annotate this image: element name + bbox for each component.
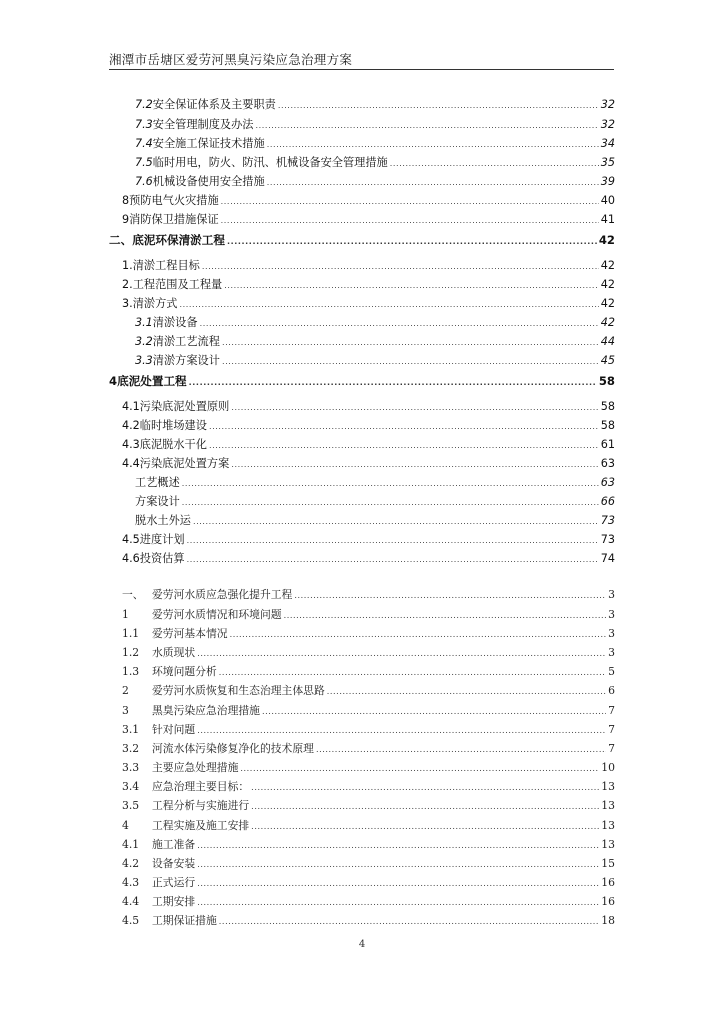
toc-entry-number: 4.6	[122, 552, 140, 565]
toc-entry[interactable]	[122, 855, 615, 873]
toc-entry-title: 清淤设备	[152, 316, 198, 329]
toc-entry-page: 7	[608, 704, 615, 717]
toc-entry-page: 32	[600, 118, 615, 131]
toc-entry[interactable]	[122, 874, 615, 892]
toc-entry[interactable]	[135, 474, 615, 492]
toc-entry-page: 34	[600, 137, 615, 150]
toc-entry-title: 工程范围及工程量	[132, 278, 223, 291]
toc-entry-number: 4	[109, 374, 118, 388]
toc-entry-page: 15	[601, 857, 615, 870]
toc-entry-number: 7.6	[135, 175, 153, 188]
toc-entry[interactable]	[122, 817, 615, 835]
toc-entry-page: 13	[601, 838, 615, 851]
toc-entry-number: 一、	[122, 588, 144, 601]
toc-entry[interactable]	[122, 606, 615, 624]
toc-entry-number: 3.1	[135, 316, 153, 329]
toc-entry-title: 安全管理制度及办法	[152, 118, 254, 131]
toc-entry[interactable]	[122, 398, 615, 416]
toc-leader-dots	[202, 258, 599, 276]
toc-entry[interactable]	[122, 276, 615, 294]
toc-entry-number: 3.3	[135, 354, 153, 367]
toc-entry[interactable]	[122, 893, 615, 911]
toc-entry-number: 2	[122, 684, 129, 697]
toc-entry-title: 工期安排	[152, 895, 196, 908]
toc-entry-page: 3	[608, 608, 615, 621]
toc-entry-number: 4.5	[122, 533, 140, 546]
toc-entry[interactable]	[122, 455, 615, 473]
toc-entry[interactable]	[122, 192, 615, 210]
page-number: 4	[358, 939, 366, 950]
toc-leader-dots	[193, 513, 599, 531]
toc-entry[interactable]	[135, 135, 615, 153]
toc-leader-dots	[209, 418, 599, 436]
toc-entry-page: 5	[608, 665, 615, 678]
toc-leader-dots	[200, 315, 599, 333]
toc-entry-title: 正式运行	[152, 876, 196, 889]
toc-leader-dots	[231, 399, 598, 417]
toc-leader-dots	[240, 760, 599, 778]
toc-entry[interactable]	[122, 211, 615, 229]
toc-leader-dots	[327, 683, 606, 701]
toc-leader-dots	[251, 818, 599, 836]
toc-entry-title: 工程实施及施工安排	[152, 819, 250, 832]
toc-entry[interactable]	[122, 644, 615, 662]
toc-entry-page: 73	[600, 533, 615, 546]
toc-leader-dots	[219, 913, 599, 931]
toc-entry[interactable]	[109, 372, 615, 390]
toc-entry-number: 1	[122, 608, 129, 621]
toc-entry-page: 40	[600, 194, 615, 207]
toc-entry-number: 7.5	[135, 156, 153, 169]
toc-leader-dots	[197, 645, 606, 663]
toc-entry-title: 底泥处置工程	[117, 374, 187, 388]
toc-entry-title: 安全保证体系及主要职责	[152, 98, 276, 111]
toc-leader-dots	[187, 532, 599, 550]
toc-entry-page: 6	[608, 684, 615, 697]
toc-entry[interactable]	[135, 333, 615, 351]
toc-leader-dots	[189, 374, 597, 392]
toc-entry[interactable]	[122, 797, 615, 815]
toc-entry-page: 45	[600, 354, 615, 367]
toc-entry-title: 河流水体污染修复净化的技术原理	[152, 742, 314, 755]
toc-entry-page: 66	[600, 495, 615, 508]
toc-leader-dots	[221, 212, 599, 230]
toc-leader-dots	[209, 437, 599, 455]
toc-leader-dots	[390, 155, 599, 173]
toc-entry[interactable]	[109, 231, 615, 249]
toc-entry-page: 63	[600, 457, 615, 470]
toc-leader-dots	[224, 277, 599, 295]
toc-entry-page: 16	[601, 895, 615, 908]
toc-entry-page: 13	[601, 819, 615, 832]
toc-entry-title: 预防电气火灾措施	[129, 194, 219, 207]
toc-entry-page: 3	[608, 588, 615, 601]
toc-entry-page: 42	[600, 316, 615, 329]
toc-entry-title: 爱劳河水质情况和环境问题	[152, 608, 282, 621]
toc-entry[interactable]	[135, 493, 615, 511]
toc-entry-title: 清淤方式	[132, 297, 178, 310]
toc-entry-page: 42	[600, 297, 615, 310]
toc-entry-page: 13	[601, 799, 615, 812]
toc-entry-page: 44	[600, 335, 615, 348]
toc-entry[interactable]	[122, 625, 615, 643]
toc-entry-number: 3.2	[122, 742, 140, 755]
toc-entry[interactable]	[122, 912, 615, 930]
toc-entry-title: 脱水土外运	[135, 514, 191, 527]
toc-leader-dots	[267, 174, 599, 192]
toc-entry-title: 投资估算	[139, 552, 185, 565]
toc-entry[interactable]	[135, 512, 615, 530]
toc-entry-title: 环境问题分析	[152, 665, 217, 678]
toc-entry-page: 61	[600, 438, 615, 451]
toc-leader-dots	[227, 233, 597, 251]
toc-entry-number: 4	[122, 819, 129, 832]
toc-entry-number: 1.1	[122, 627, 140, 640]
toc-entry-page: 7	[608, 723, 615, 736]
toc-entry-page: 58	[600, 400, 615, 413]
toc-entry[interactable]	[135, 314, 615, 332]
toc-entry-number: 4.2	[122, 419, 140, 432]
toc-leader-dots	[284, 607, 607, 625]
toc-leader-dots	[197, 875, 599, 893]
toc-entry-number: 1.	[122, 259, 133, 272]
toc-entry-number: 1.3	[122, 665, 140, 678]
toc-leader-dots	[182, 475, 599, 493]
toc-entry-title: 清淤方案设计	[152, 354, 220, 367]
toc-entry-number: 3.5	[122, 799, 140, 812]
toc-entry[interactable]	[122, 550, 615, 568]
toc-entry-page: 3	[608, 646, 615, 659]
toc-entry-number: 3.3	[122, 761, 140, 774]
document-header: 湘潭市岳塘区爱劳河黑臭污染应急治理方案	[109, 52, 353, 67]
toc-entry-title: 临时堆场建设	[139, 419, 207, 432]
toc-leader-dots	[222, 334, 599, 352]
toc-leader-dots	[278, 97, 599, 115]
toc-entry[interactable]	[122, 531, 615, 549]
toc-entry-number: 4.5	[122, 914, 140, 927]
toc-entry-number: 3.	[122, 297, 133, 310]
toc-entry[interactable]	[122, 295, 615, 313]
toc-entry[interactable]	[122, 663, 615, 681]
toc-entry-number: 3.4	[122, 780, 140, 793]
toc-entry-page: 58	[598, 374, 615, 388]
toc-entry[interactable]	[135, 96, 615, 114]
toc-entry-page: 13	[601, 780, 615, 793]
toc-entry[interactable]	[122, 778, 615, 796]
toc-entry[interactable]	[122, 836, 615, 854]
toc-entry-number: 7.2	[135, 98, 153, 111]
toc-leader-dots	[197, 837, 599, 855]
toc-entry[interactable]	[122, 721, 615, 739]
toc-entry-page: 10	[601, 761, 615, 774]
toc-entry[interactable]	[122, 682, 615, 700]
toc-leader-dots	[222, 353, 599, 371]
toc-entry-title: 污染底泥处置方案	[139, 457, 230, 470]
toc-entry[interactable]	[122, 586, 615, 604]
toc-entry[interactable]	[135, 116, 615, 134]
toc-leader-dots	[231, 456, 598, 474]
toc-leader-dots	[221, 193, 599, 211]
toc-entry[interactable]	[122, 702, 615, 720]
toc-entry-page: 42	[600, 278, 615, 291]
toc-entry-title: 方案设计	[135, 495, 180, 508]
toc-entry-page: 41	[600, 213, 615, 226]
toc-entry-number: 4.3	[122, 876, 140, 889]
toc-entry-number: 2.	[122, 278, 133, 291]
toc-entry-title: 机械设备使用安全措施	[152, 175, 265, 188]
toc-entry[interactable]	[135, 352, 615, 370]
toc-entry[interactable]	[122, 436, 615, 454]
toc-entry-number: 1.2	[122, 646, 140, 659]
toc-leader-dots	[251, 779, 599, 797]
toc-entry-title: 主要应急处理措施	[152, 761, 239, 774]
toc-entry-title: 安全施工保证技术措施	[152, 137, 265, 150]
toc-entry[interactable]	[122, 759, 615, 777]
toc-entry-page: 3	[608, 627, 615, 640]
toc-entry-number: 7.4	[135, 137, 153, 150]
toc-entry-title: 爱劳河基本情况	[152, 627, 228, 640]
toc-leader-dots	[267, 136, 599, 154]
toc-entry-title: 爱劳河水质恢复和生态治理主体思路	[152, 684, 325, 697]
toc-entry-title: 黑臭污染应急治理措施	[152, 704, 260, 717]
toc-leader-dots	[230, 626, 607, 644]
toc-entry-page: 39	[600, 175, 615, 188]
toc-entry[interactable]	[135, 173, 615, 191]
toc-entry-page: 58	[600, 419, 615, 432]
toc-leader-dots	[197, 856, 599, 874]
toc-entry[interactable]	[122, 257, 615, 275]
toc-entry-page: 16	[601, 876, 615, 889]
toc-entry-number: 7.3	[135, 118, 153, 131]
toc-entry-page: 32	[600, 98, 615, 111]
toc-leader-dots	[316, 741, 606, 759]
toc-leader-dots	[179, 296, 598, 314]
toc-entry-title: 爱劳河水质应急强化提升工程	[152, 588, 293, 601]
toc-entry-page: 42	[600, 259, 615, 272]
toc-entry-number: 二、	[109, 233, 133, 247]
toc-entry-number: 4.1	[122, 400, 140, 413]
toc-entry-number: 9	[122, 213, 130, 226]
toc-entry-page: 7	[608, 742, 615, 755]
toc-entry-page: 42	[598, 233, 615, 247]
toc-entry-page: 18	[601, 914, 615, 927]
toc-leader-dots	[294, 587, 606, 605]
toc-entry-page: 73	[600, 514, 615, 527]
toc-entry-title: 消防保卫措施保证	[129, 213, 219, 226]
toc-entry[interactable]	[122, 417, 615, 435]
toc-entry-number: 4.2	[122, 857, 140, 870]
toc-entry-title: 临时用电，防火、防汛、机械设备安全管理措施	[152, 156, 388, 169]
toc-leader-dots	[197, 722, 606, 740]
toc-entry-page: 74	[600, 552, 615, 565]
toc-entry-title: 底泥脱水干化	[139, 438, 207, 451]
toc-entry[interactable]	[122, 740, 615, 758]
toc-entry-title: 针对问题	[152, 723, 196, 736]
toc-leader-dots	[256, 117, 599, 135]
toc-leader-dots	[197, 894, 599, 912]
toc-entry-title: 工期保证措施	[152, 914, 217, 927]
toc-entry-title: 施工准备	[152, 838, 196, 851]
toc-entry-title: 污染底泥处置原则	[139, 400, 230, 413]
toc-entry-title: 清淤工艺流程	[152, 335, 220, 348]
toc-leader-dots	[262, 703, 606, 721]
toc-entry-number: 3.2	[135, 335, 153, 348]
toc-entry-number: 8	[122, 194, 130, 207]
toc-entry-number: 4.4	[122, 457, 140, 470]
toc-entry-title: 工程分析与实施进行	[152, 799, 250, 812]
toc-entry-title: 设备安装	[152, 857, 196, 870]
toc-entry-page: 63	[600, 476, 615, 489]
toc-entry-title: 应急治理主要目标：	[152, 780, 250, 793]
toc-entry-number: 3	[122, 704, 129, 717]
toc-leader-dots	[219, 664, 606, 682]
toc-entry[interactable]	[135, 154, 615, 172]
toc-entry-number: 4.3	[122, 438, 140, 451]
toc-leader-dots	[187, 551, 599, 569]
toc-entry-title: 清淤工程目标	[132, 259, 200, 272]
toc-entry-title: 进度计划	[139, 533, 185, 546]
toc-entry-number: 4.4	[122, 895, 140, 908]
toc-leader-dots	[251, 798, 599, 816]
toc-entry-title: 工艺概述	[135, 476, 180, 489]
toc-entry-title: 底泥环保清淤工程	[132, 233, 225, 247]
toc-entry-number: 3.1	[122, 723, 140, 736]
toc-entry-title: 水质现状	[152, 646, 196, 659]
toc-leader-dots	[182, 494, 599, 512]
toc-entry-page: 35	[600, 156, 615, 169]
toc-entry-number: 4.1	[122, 838, 140, 851]
